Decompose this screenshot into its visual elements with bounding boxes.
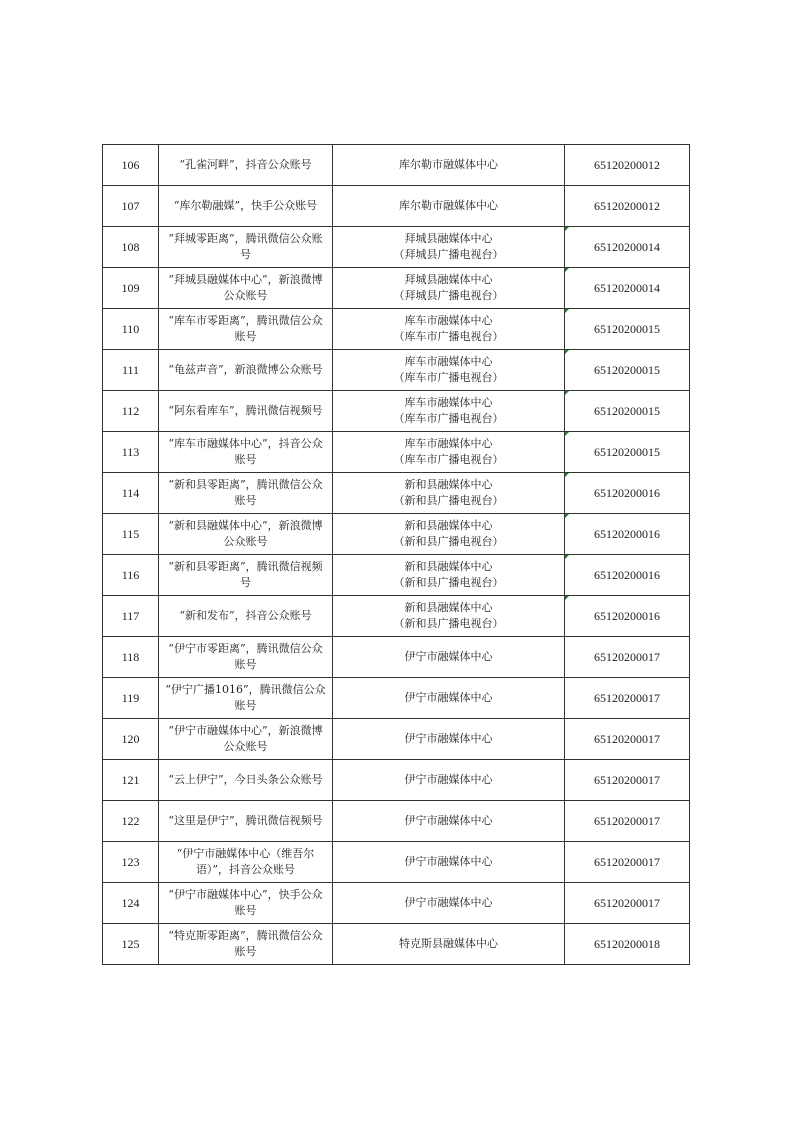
- account-name-cell: [159, 432, 333, 473]
- account-name-line: 号: [240, 248, 251, 261]
- code-cell: [565, 678, 690, 719]
- organization-cell: [333, 678, 565, 719]
- table-row: [103, 637, 690, 678]
- organization-line: 新和县融媒体中心: [404, 560, 493, 573]
- code-value: 65120200016: [594, 568, 660, 582]
- account-name-line: 账号: [234, 330, 257, 343]
- row-number: 124: [103, 883, 159, 924]
- row-number: 110: [103, 309, 159, 350]
- table-row: [103, 391, 690, 432]
- organization-line: （库车市广播电视台）: [393, 453, 504, 466]
- account-name-line: “新和县零距离”，腾讯微信公众: [168, 478, 323, 491]
- account-name-cell: [159, 596, 333, 637]
- organization-line: （库车市广播电视台）: [393, 330, 504, 343]
- row-number: 123: [103, 842, 159, 883]
- code-value: 65120200016: [594, 609, 660, 623]
- table-row: [103, 473, 690, 514]
- organization-line: 库车市融媒体中心: [404, 355, 493, 368]
- code-cell: [565, 473, 690, 514]
- row-number: 107: [103, 186, 159, 227]
- code-cell: [565, 842, 690, 883]
- row-number: 106: [103, 145, 159, 186]
- organization-line: 库车市融媒体中心: [404, 437, 493, 450]
- organization-cell: [333, 801, 565, 842]
- table-row: [103, 227, 690, 268]
- code-cell: [565, 801, 690, 842]
- table-row: [103, 555, 690, 596]
- code-value: 65120200017: [594, 855, 660, 869]
- row-number: 117: [103, 596, 159, 637]
- row-number: 125: [103, 924, 159, 965]
- code-cell: [565, 555, 690, 596]
- account-name-line: “伊宁市融媒体中心（维吾尔: [176, 847, 315, 860]
- account-name-line: 账号: [234, 453, 257, 466]
- organization-cell: [333, 227, 565, 268]
- table-row: [103, 801, 690, 842]
- account-name-line: 账号: [234, 699, 257, 712]
- code-value: 65120200015: [594, 404, 660, 418]
- code-cell: [565, 760, 690, 801]
- account-name-line: “拜城零距离”，腾讯微信公众账: [168, 232, 323, 245]
- organization-line: （新和县广播电视台）: [393, 494, 504, 507]
- account-name-cell: [159, 678, 333, 719]
- account-name-line: “库车市融媒体中心”，抖音公众: [168, 437, 323, 450]
- organization-line: 库尔勒市融媒体中心: [399, 158, 498, 171]
- organization-line: 伊宁市融媒体中心: [404, 773, 493, 786]
- code-cell: [565, 514, 690, 555]
- organization-cell: [333, 473, 565, 514]
- organization-line: （库车市广播电视台）: [393, 412, 504, 425]
- table-row: [103, 678, 690, 719]
- organization-cell: [333, 924, 565, 965]
- organization-cell: [333, 842, 565, 883]
- account-name-cell: [159, 637, 333, 678]
- account-name-line: 公众账号: [223, 289, 268, 302]
- cell-comment-marker-icon: [565, 350, 569, 354]
- row-number: 119: [103, 678, 159, 719]
- cell-comment-marker-icon: [565, 473, 569, 477]
- table-row: [103, 842, 690, 883]
- code-value: 65120200018: [594, 937, 660, 951]
- row-number: 121: [103, 760, 159, 801]
- code-cell: [565, 145, 690, 186]
- account-name-line: “龟兹声音”，新浪微博公众账号: [168, 363, 323, 376]
- code-cell: [565, 227, 690, 268]
- account-name-cell: [159, 227, 333, 268]
- table-row: [103, 514, 690, 555]
- account-name-cell: [159, 514, 333, 555]
- code-value: 65120200017: [594, 732, 660, 746]
- organization-cell: [333, 883, 565, 924]
- organization-line: 伊宁市融媒体中心: [404, 650, 493, 663]
- code-cell: [565, 268, 690, 309]
- account-name-line: “新和县融媒体中心”，新浪微博: [168, 519, 323, 532]
- code-value: 65120200017: [594, 691, 660, 705]
- cell-comment-marker-icon: [565, 309, 569, 313]
- account-name-line: “拜城县融媒体中心”，新浪微博: [168, 273, 323, 286]
- row-number: 115: [103, 514, 159, 555]
- account-name-line: “这里是伊宁”，腾讯微信视频号: [168, 814, 323, 827]
- organization-line: 伊宁市融媒体中心: [404, 896, 493, 909]
- account-name-line: “库尔勒融媒”，快手公众账号: [173, 199, 318, 212]
- code-cell: [565, 883, 690, 924]
- account-name-cell: [159, 186, 333, 227]
- code-value: 65120200014: [594, 240, 660, 254]
- code-cell: [565, 637, 690, 678]
- code-value: 65120200012: [594, 158, 660, 172]
- organization-line: 伊宁市融媒体中心: [404, 855, 493, 868]
- account-name-cell: [159, 309, 333, 350]
- account-name-line: 账号: [234, 904, 257, 917]
- organization-cell: [333, 596, 565, 637]
- organization-cell: [333, 186, 565, 227]
- account-name-line: 公众账号: [223, 740, 268, 753]
- code-cell: [565, 719, 690, 760]
- account-name-cell: [159, 883, 333, 924]
- organization-line: 伊宁市融媒体中心: [404, 814, 493, 827]
- row-number: 122: [103, 801, 159, 842]
- table-row: [103, 432, 690, 473]
- table-row: [103, 719, 690, 760]
- table-row: [103, 596, 690, 637]
- account-name-line: “伊宁市零距离”，腾讯微信公众: [168, 642, 323, 655]
- account-name-line: 公众账号: [223, 535, 268, 548]
- account-name-line: “特克斯零距离”，腾讯微信公众: [168, 929, 323, 942]
- code-value: 65120200012: [594, 199, 660, 213]
- row-number: 120: [103, 719, 159, 760]
- account-name-line: “新和发布”，抖音公众账号: [179, 609, 312, 622]
- organization-line: （库车市广播电视台）: [393, 371, 504, 384]
- organization-line: 新和县融媒体中心: [404, 519, 493, 532]
- organization-cell: [333, 432, 565, 473]
- account-name-line: 账号: [234, 658, 257, 671]
- organization-cell: [333, 719, 565, 760]
- cell-comment-marker-icon: [565, 596, 569, 600]
- organization-line: 新和县融媒体中心: [404, 478, 493, 491]
- account-name-line: 账号: [234, 945, 257, 958]
- organization-line: 库车市融媒体中心: [404, 314, 493, 327]
- account-name-cell: [159, 842, 333, 883]
- account-name-line: 号: [240, 576, 251, 589]
- organization-line: 伊宁市融媒体中心: [404, 691, 493, 704]
- account-name-cell: [159, 555, 333, 596]
- account-name-cell: [159, 801, 333, 842]
- row-number: 108: [103, 227, 159, 268]
- code-value: 65120200017: [594, 650, 660, 664]
- code-cell: [565, 350, 690, 391]
- table-row: [103, 924, 690, 965]
- organization-line: （拜城县广播电视台）: [393, 289, 504, 302]
- code-value: 65120200014: [594, 281, 660, 295]
- account-name-cell: [159, 924, 333, 965]
- account-name-cell: [159, 473, 333, 514]
- code-cell: [565, 186, 690, 227]
- organization-line: 库车市融媒体中心: [404, 396, 493, 409]
- organization-cell: [333, 145, 565, 186]
- cell-comment-marker-icon: [565, 432, 569, 436]
- account-name-cell: [159, 350, 333, 391]
- row-number: 118: [103, 637, 159, 678]
- code-value: 65120200017: [594, 773, 660, 787]
- organization-line: （新和县广播电视台）: [393, 535, 504, 548]
- cell-comment-marker-icon: [565, 227, 569, 231]
- account-name-cell: [159, 268, 333, 309]
- code-value: 65120200017: [594, 896, 660, 910]
- organization-line: 拜城县融媒体中心: [404, 232, 493, 245]
- account-name-cell: [159, 719, 333, 760]
- code-value: 65120200016: [594, 486, 660, 500]
- cell-comment-marker-icon: [565, 514, 569, 518]
- row-number: 109: [103, 268, 159, 309]
- cell-comment-marker-icon: [565, 391, 569, 395]
- organization-line: 拜城县融媒体中心: [404, 273, 493, 286]
- code-value: 65120200017: [594, 814, 660, 828]
- table-row: [103, 268, 690, 309]
- organization-line: 新和县融媒体中心: [404, 601, 493, 614]
- organization-cell: [333, 350, 565, 391]
- code-value: 65120200015: [594, 445, 660, 459]
- code-cell: [565, 391, 690, 432]
- organization-cell: [333, 760, 565, 801]
- table-body: [103, 145, 690, 965]
- table-row: [103, 350, 690, 391]
- organization-line: （新和县广播电视台）: [393, 617, 504, 630]
- organization-line: （拜城县广播电视台）: [393, 248, 504, 261]
- row-number: 114: [103, 473, 159, 514]
- table-row: [103, 883, 690, 924]
- account-name-cell: [159, 391, 333, 432]
- organization-cell: [333, 555, 565, 596]
- table-row: [103, 145, 690, 186]
- account-name-line: “云上伊宁”，今日头条公众账号: [168, 773, 323, 786]
- cell-comment-marker-icon: [565, 555, 569, 559]
- organization-cell: [333, 637, 565, 678]
- account-name-cell: [159, 145, 333, 186]
- organization-line: 库尔勒市融媒体中心: [399, 199, 498, 212]
- account-name-line: 账号: [234, 494, 257, 507]
- code-cell: [565, 596, 690, 637]
- account-name-line: 语）”，抖音公众账号: [195, 863, 296, 876]
- organization-line: 特克斯县融媒体中心: [399, 937, 498, 950]
- cell-comment-marker-icon: [565, 268, 569, 272]
- account-name-line: “孔雀河畔”，抖音公众账号: [179, 158, 312, 171]
- code-value: 65120200015: [594, 363, 660, 377]
- account-table: [102, 144, 690, 965]
- code-value: 65120200015: [594, 322, 660, 336]
- organization-cell: [333, 268, 565, 309]
- account-name-line: “伊宁广播1016”，腾讯微信公众: [165, 683, 326, 696]
- organization-line: （新和县广播电视台）: [393, 576, 504, 589]
- account-name-line: “伊宁市融媒体中心”，新浪微博: [168, 724, 323, 737]
- organization-cell: [333, 309, 565, 350]
- account-name-line: “伊宁市融媒体中心”，快手公众: [168, 888, 323, 901]
- account-name-cell: [159, 760, 333, 801]
- row-number: 111: [103, 350, 159, 391]
- code-cell: [565, 309, 690, 350]
- row-number: 112: [103, 391, 159, 432]
- table-row: [103, 186, 690, 227]
- organization-cell: [333, 514, 565, 555]
- organization-line: 伊宁市融媒体中心: [404, 732, 493, 745]
- table-row: [103, 309, 690, 350]
- row-number: 116: [103, 555, 159, 596]
- code-cell: [565, 924, 690, 965]
- account-name-line: “新和县零距离”，腾讯微信视频: [168, 560, 323, 573]
- code-cell: [565, 432, 690, 473]
- account-name-line: “阿东看库车”，腾讯微信视频号: [168, 404, 323, 417]
- organization-cell: [333, 391, 565, 432]
- code-value: 65120200016: [594, 527, 660, 541]
- row-number: 113: [103, 432, 159, 473]
- account-name-line: “库车市零距离”，腾讯微信公众: [168, 314, 323, 327]
- table-row: [103, 760, 690, 801]
